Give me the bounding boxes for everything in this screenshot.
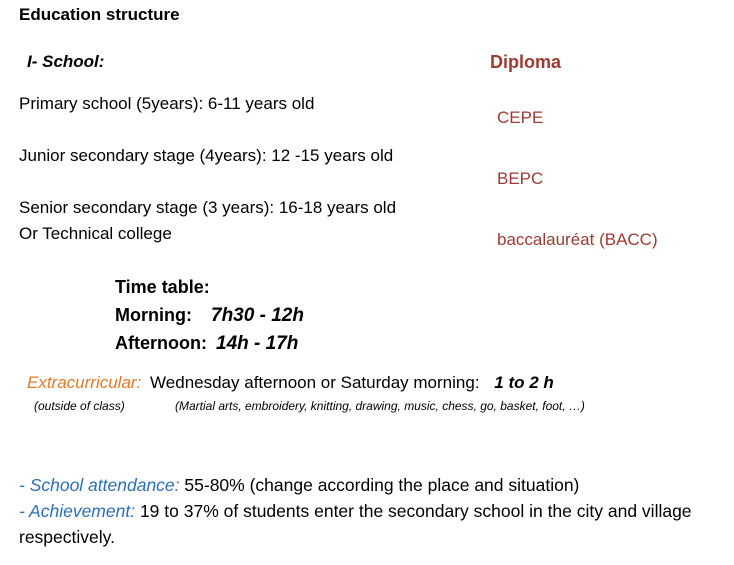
attendance-label: - School attendance: (19, 475, 180, 495)
timetable-afternoon (115, 333, 298, 355)
diploma-heading: Diploma (490, 52, 562, 72)
stage-technical-college: Or Technical college (19, 224, 172, 243)
page-title: Education structure (19, 5, 180, 24)
attendance-line (19, 472, 709, 498)
extracurricular-hours: 1 to 2 h (494, 373, 554, 392)
extracurricular-note-right: (Martial arts, embroidery, knitting, drawing, music, chess, go, basket, foot, …) (175, 399, 585, 413)
stage-junior-secondary: Junior secondary stage (4years): 12 -15 years old (19, 146, 394, 165)
afternoon-label: Afternoon: (115, 333, 207, 353)
achievement-line (19, 498, 709, 550)
morning-label: Morning: (115, 305, 192, 325)
diploma-bacc: baccalauréat (BACC) (497, 230, 658, 249)
achievement-text: 19 to 37% of students enter the secondary school in the city and village respectively. (19, 501, 692, 547)
extracurricular-label: Extracurricular: (27, 373, 142, 392)
morning-value: 7h30 - 12h (211, 305, 304, 326)
school-heading: I- School: (27, 52, 105, 71)
extracurricular-line (27, 373, 554, 393)
achievement-label: - Achievement: (19, 501, 136, 521)
diploma-bepc: BEPC (497, 169, 544, 188)
afternoon-value: 14h - 17h (216, 333, 299, 354)
timetable-heading: Time table: (115, 277, 210, 297)
stage-senior-secondary: Senior secondary stage (3 years): 16-18 years old (19, 198, 397, 217)
stage-primary: Primary school (5years): 6-11 years old (19, 94, 315, 113)
stats-block (19, 472, 709, 550)
attendance-text: 55-80% (change according the place and situation) (184, 475, 580, 495)
timetable-morning (115, 305, 304, 327)
diploma-cepe: CEPE (497, 108, 544, 127)
extracurricular-note-left: (outside of class) (34, 399, 125, 413)
extracurricular-text: Wednesday afternoon or Saturday morning: (150, 373, 480, 392)
